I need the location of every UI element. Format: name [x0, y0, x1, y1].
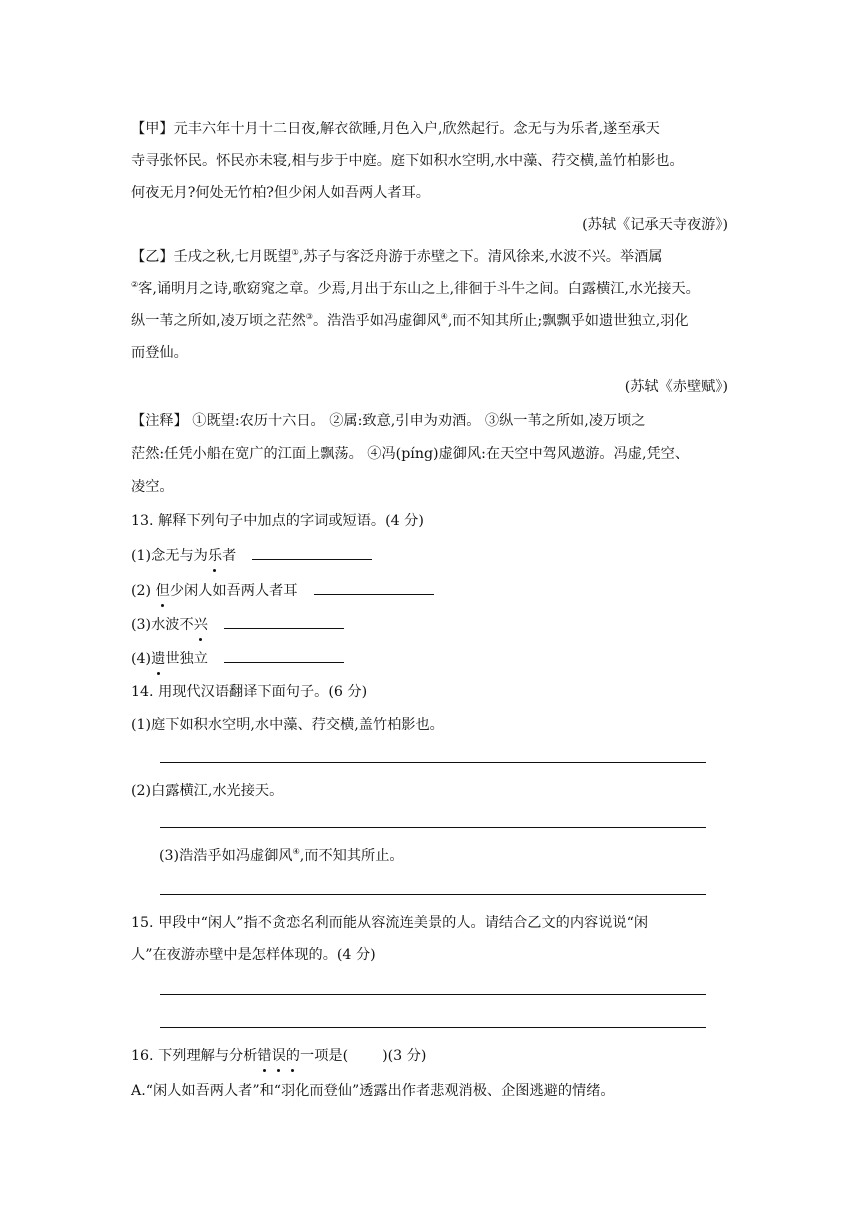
q14-sentence-1: (1)庭下如积水空明,水中藻、荇交横,盖竹柏影也。: [131, 717, 444, 733]
footnote-mark: ②: [131, 280, 139, 289]
q16-stem-text: 一项是(: [300, 1048, 349, 1064]
emphasis-dot-char: 错: [257, 1048, 272, 1064]
q16-stem: [131, 1046, 426, 1066]
passage-b-source: (苏轼《赤壁赋》): [624, 379, 728, 395]
q13-item-text: (2): [131, 583, 156, 599]
footnote-mark: ④: [440, 312, 448, 321]
passage-b-line-2: [131, 279, 700, 299]
answer-line[interactable]: [160, 894, 706, 895]
q13-item-3: [131, 614, 344, 635]
q13-item-text: 者: [222, 548, 237, 564]
footnote-mark: ①: [291, 248, 299, 257]
q14-sentence-text: (3)浩浩乎如冯虚御风: [159, 848, 293, 864]
notes-line-3: 凌空。: [131, 479, 174, 495]
passage-b-text: 纵一苇之所如,凌万顷之茫然: [131, 313, 306, 329]
passage-a-line-1: 【甲】元丰六年十月十二日夜,解衣欲睡,月色入户,欣然起行。念无与为乐者,遂至承天: [131, 121, 660, 137]
answer-line[interactable]: [160, 994, 706, 995]
passage-b-text: ,而不知其所止;飘飘乎如遗世独立,羽化: [447, 313, 689, 329]
q16-stem-text: 16. 下列理解与分析: [131, 1048, 258, 1064]
emphasis-dot-char: 乐: [207, 548, 223, 564]
answer-blank[interactable]: [314, 580, 434, 595]
q13-item-text: (3)水波不: [131, 617, 194, 633]
q14-sentence-text: ,而不知其所止。: [299, 848, 404, 864]
passage-a-line-3: 何夜无月?何处无竹柏?但少闲人如吾两人者耳。: [131, 185, 430, 201]
emphasis-dot-char: 但: [155, 583, 170, 599]
footnote-mark: ③: [305, 312, 313, 321]
q16-stem-text: )(3 分): [382, 1048, 427, 1064]
notes-line-1: 【注释】 ①既望:农历十六日。 ②属:致意,引申为劝酒。 ③纵一苇之所如,凌万顷之: [131, 413, 646, 429]
q13-item-text: 世独立: [165, 651, 208, 667]
q14-stem: 14. 用现代汉语翻译下面句子。(6 分): [131, 684, 368, 700]
answer-line[interactable]: [160, 1027, 706, 1028]
footnote-mark: ④: [292, 847, 300, 856]
answer-line[interactable]: [160, 762, 706, 763]
emphasis-dot-char: 误: [271, 1048, 286, 1064]
answer-blank[interactable]: [224, 614, 344, 629]
passage-b-line-3: [131, 311, 689, 331]
q13-item-4: [131, 648, 344, 669]
answer-blank[interactable]: [224, 648, 344, 663]
q13-stem: 13. 解释下列句子中加点的字词或短语。(4 分): [131, 513, 424, 529]
q14-sentence-2: (2)白露横江,水光接天。: [131, 783, 284, 799]
passage-b-line-4: 而登仙。: [131, 345, 188, 361]
q15-line-1: 15. 甲段中“闲人”指不贪恋名利而能从容流连美景的人。请结合乙文的内容说说“闲: [131, 915, 649, 931]
emphasis-dot-char: 的: [285, 1048, 300, 1064]
passage-b-line-1: [131, 247, 662, 267]
q14-sentence-3: [159, 846, 404, 866]
q16-option-a: A.“闲人如吾两人者”和“羽化而登仙”透露出作者悲观消极、企图逃避的情绪。: [131, 1083, 615, 1099]
q13-item-text: 少闲人如吾两人者耳: [169, 583, 298, 599]
passage-b-text: 【乙】壬戌之秋,七月既望: [131, 249, 292, 265]
notes-line-2: 茫然:任凭小船在宽广的江面上飘荡。 ④冯(píng)虚御风:在天空中驾风遨游。冯虚,凭空、: [131, 446, 690, 462]
passage-b-text: ,苏子与客泛舟游于赤壁之下。清风徐来,水波不兴。举酒属: [298, 249, 663, 265]
q13-item-1: [131, 545, 372, 566]
passage-b-text: 客,诵明月之诗,歌窈窕之章。少焉,月出于东山之上,徘徊于斗牛之间。白露横江,水光接天。: [138, 281, 700, 297]
q15-line-2: 人”在夜游赤壁中是怎样体现的。(4 分): [131, 947, 376, 963]
q13-item-text: (1)念无与为: [131, 548, 208, 564]
q13-item-text: (4): [131, 651, 152, 667]
q13-item-2: [131, 580, 434, 601]
answer-line[interactable]: [160, 827, 706, 828]
passage-a-source: (苏轼《记承天寺夜游》): [582, 217, 728, 233]
passage-b-text: 。浩浩乎如冯虚御风: [312, 313, 441, 329]
emphasis-dot-char: 遗: [151, 651, 166, 667]
answer-blank[interactable]: [252, 545, 372, 560]
passage-a-line-2: 寺寻张怀民。怀民亦未寝,相与步于中庭。庭下如积水空明,水中藻、荇交横,盖竹柏影也。: [131, 153, 684, 169]
emphasis-dot-char: 兴: [193, 617, 208, 633]
